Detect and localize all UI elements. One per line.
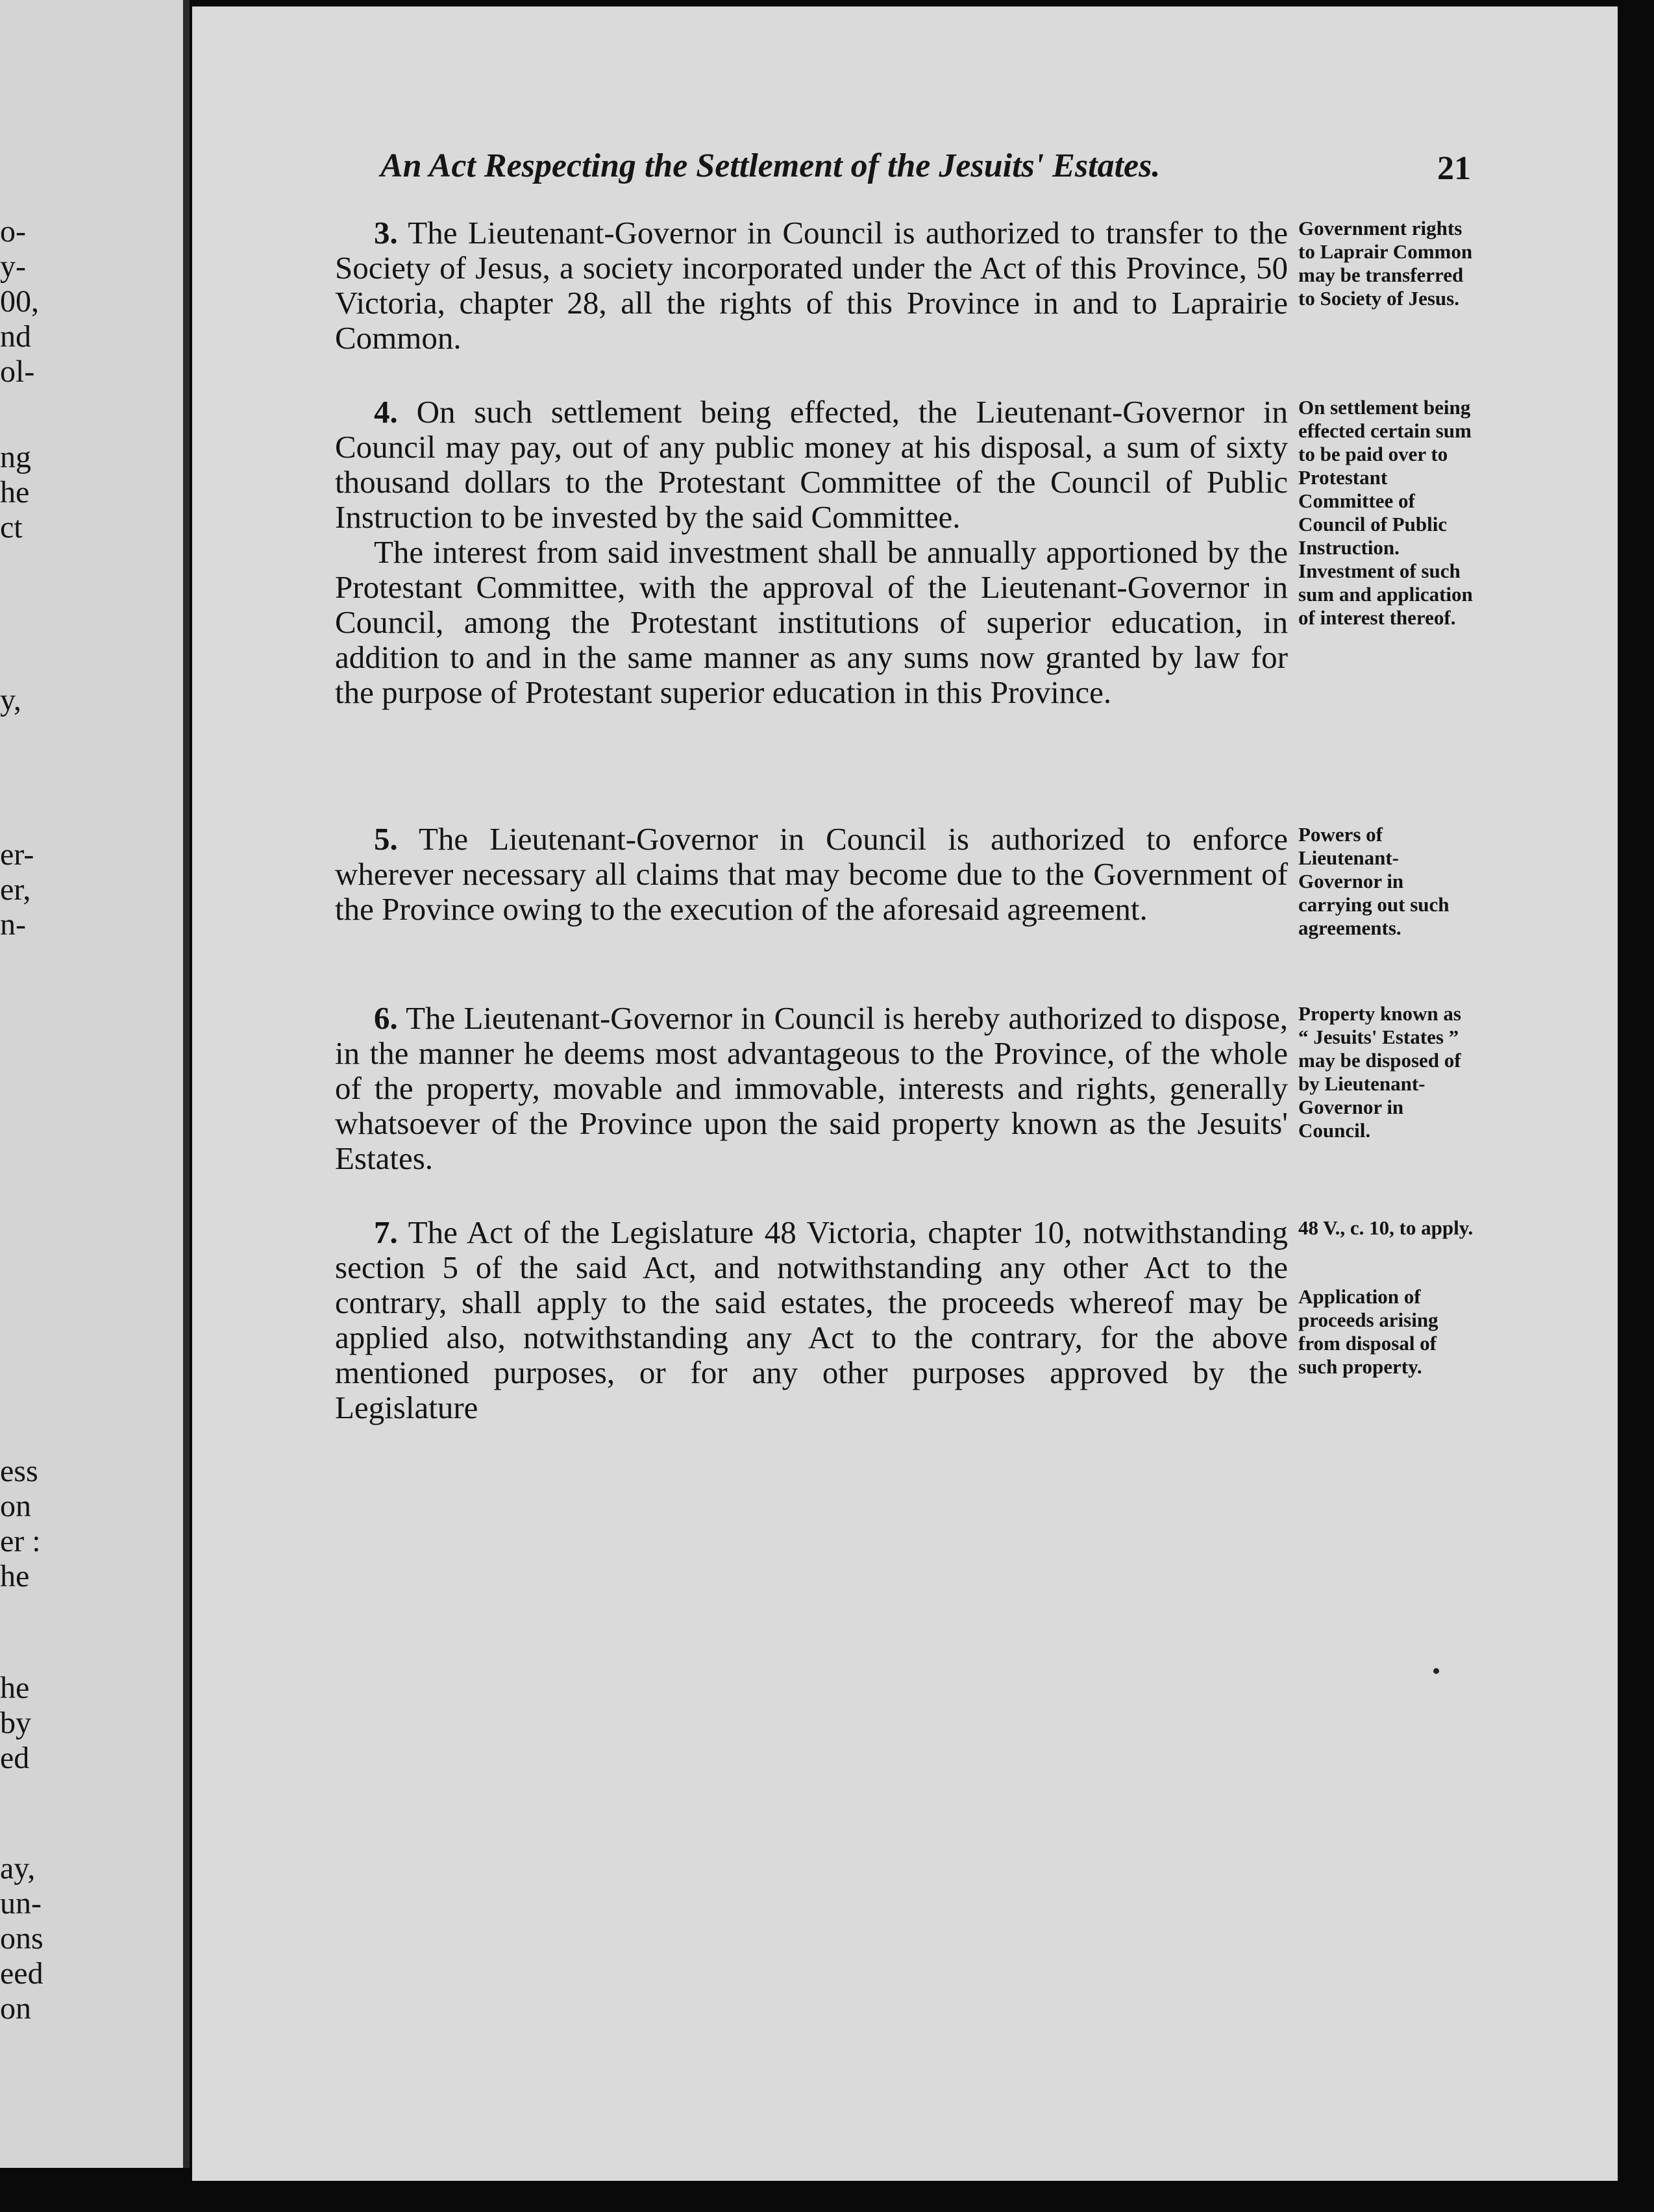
- left-text-fragment: er :: [0, 1524, 41, 1558]
- section-body: [335, 395, 1288, 710]
- section-number: 5.: [374, 821, 398, 857]
- left-facing-page: [0, 0, 190, 2168]
- scan-speck: [1433, 1668, 1439, 1674]
- margin-note: Government rights to Laprair Common may be transferred to Society of Jesus.: [1298, 217, 1473, 310]
- left-text-fragment: o-: [0, 214, 26, 249]
- page-number: 21: [1437, 150, 1471, 187]
- section-body: [335, 1215, 1288, 1425]
- book-page: [192, 6, 1618, 2181]
- section-number: 4.: [374, 394, 398, 430]
- left-text-fragment: y-: [0, 249, 26, 284]
- paragraph-text: The Lieutenant-Governor in Council is authorized to enforce wherever necessary all claims that may become due to the Government of the Province owing to the execution of the aforesaid agreement.: [335, 821, 1288, 927]
- left-text-fragment: on: [0, 1991, 31, 2026]
- left-text-fragment: n-: [0, 907, 26, 942]
- left-text-fragment: he: [0, 475, 30, 510]
- margin-note: 48 V., c. 10, to apply.: [1298, 1216, 1474, 1239]
- paragraph-text: On such settlement being effected, the Lieutenant-Governor in Council may pay, out of any public money at his disposal, a sum of sixty thousand dollars to the Protestant Committee of the Council of Public Instruction to be invested by the said Committee.: [335, 394, 1288, 535]
- left-text-fragment: on: [0, 1489, 31, 1523]
- left-text-fragment: er-: [0, 837, 34, 872]
- margin-note: Property known as “ Jesuits' Estates ” may be disposed of by Lieutenant-Governor in Council.: [1298, 1002, 1461, 1142]
- left-text-fragment: un-: [0, 1886, 42, 1921]
- paragraph-text: The Act of the Legislature 48 Victoria, chapter 10, notwithstanding section 5 of the said Act, and notwithstanding any other Act to the contrary, shall apply to the said estates, the proceeds whereof may be applied also, notwithstanding any Act to the contrary, for the above mentioned purposes, or for any other purposes approved by the Legislature: [335, 1214, 1288, 1425]
- margin-note: On settlement being effected certain sum to be paid over to Protestant Committee of Council of Public Instruction. Investment of such sum and application of interest thereof.: [1298, 396, 1473, 629]
- paragraph-text: The Lieutenant-Governor in Council is hereby authorized to dispose, in the manner he deems most advantageous to the Province, of the whole of the property, movable and immovable, interests and rights, generally whatsoever of the Province upon the said property known as the Jesuits' Estates.: [335, 1000, 1288, 1176]
- paragraph: [335, 395, 1288, 535]
- left-text-fragment: ol-: [0, 354, 35, 389]
- section-body: [335, 1001, 1288, 1176]
- section-number: 6.: [374, 1000, 398, 1036]
- paragraph-text: The Lieutenant-Governor in Council is authorized to transfer to the Society of Jesus, a society incorporated under the Act of this Province, 50 Victoria, chapter 28, all the rights of this Province in and to Laprairie Common.: [335, 215, 1288, 356]
- left-text-fragment: eed: [0, 1956, 43, 1991]
- paragraph: [335, 1001, 1288, 1176]
- margin-note: Application of proceeds arising from disposal of such property.: [1298, 1285, 1438, 1378]
- left-text-fragment: by: [0, 1706, 31, 1740]
- left-text-fragment: 00,: [0, 284, 39, 319]
- running-header: [380, 140, 1471, 199]
- section-number: 3.: [374, 215, 398, 251]
- left-text-fragment: ay,: [0, 1851, 36, 1886]
- left-text-fragment: ed: [0, 1741, 30, 1775]
- left-text-fragment: ess: [0, 1454, 38, 1488]
- paragraph: [335, 215, 1288, 356]
- paragraph: [335, 1215, 1288, 1425]
- paragraph: [335, 822, 1288, 927]
- left-text-fragment: he: [0, 1559, 30, 1593]
- left-text-fragment: ct: [0, 510, 23, 545]
- margin-note: Powers of Lieutenant-Governor in carrying out such agreements.: [1298, 823, 1450, 939]
- left-text-fragment: ons: [0, 1921, 43, 1956]
- paragraph: The interest from said investment shall be annually apportioned by the Protestant Committee, with the approval of the Lieutenant-Governor in Council, among the Protestant institutions of superior education, in addition to and in the same manner as any sums now granted by law for the purpose of Protestant superior education in this Province.: [335, 534, 1288, 710]
- left-text-fragment: nd: [0, 319, 31, 354]
- running-title: An Act Respecting the Settlement of the Jesuits' Estates.: [380, 147, 1161, 184]
- section-body: [335, 822, 1288, 927]
- section-body: [335, 215, 1288, 356]
- left-text-fragment: ng: [0, 440, 31, 474]
- left-text-fragment: er,: [0, 872, 31, 907]
- left-text-fragment: he: [0, 1671, 30, 1705]
- section-number: 7.: [374, 1214, 398, 1250]
- left-text-fragment: y,: [0, 683, 21, 717]
